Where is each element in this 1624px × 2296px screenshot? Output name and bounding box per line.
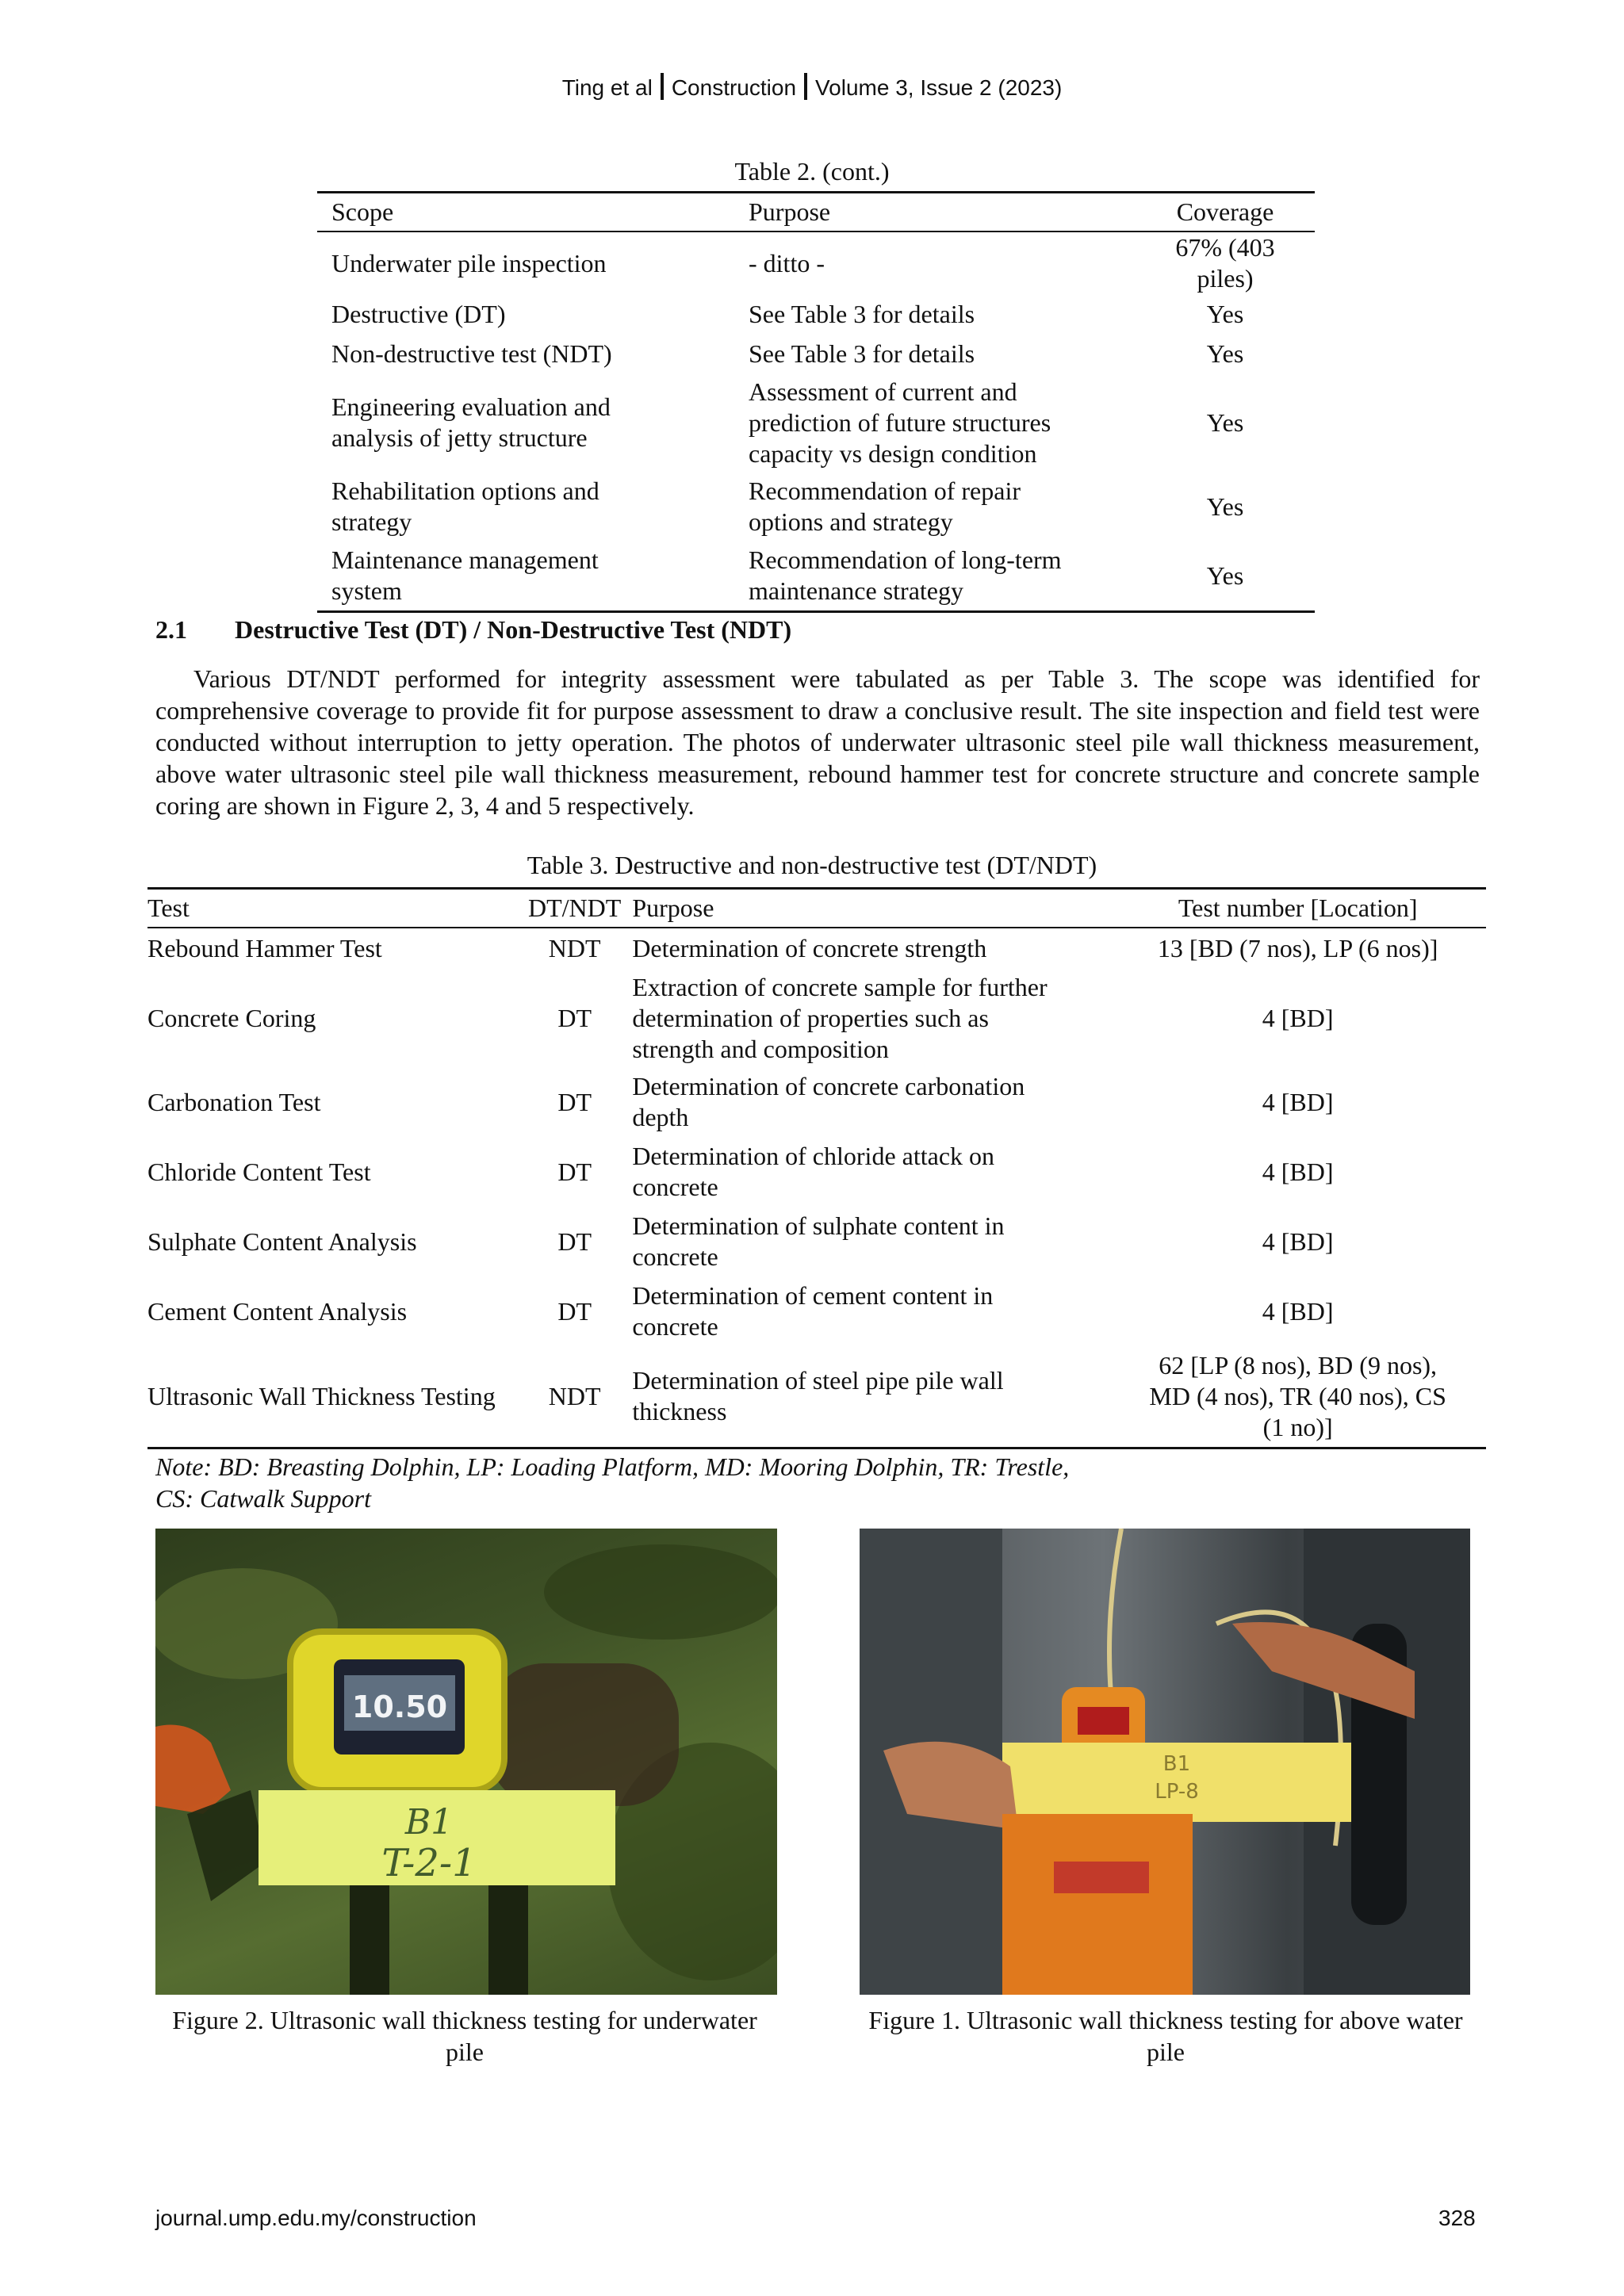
table2-cell-purpose [734, 232, 1136, 294]
table3-col-purpose: Purpose [621, 889, 1109, 928]
section-heading [155, 615, 791, 645]
body-paragraph: Various DT/NDT performed for integrity assessment were tabulated as per Table 3. The scope was identified for comprehensive coverage to provide fit for purpose assessment to draw a conclusive result. The site inspection and field test were conducted without interruption to jetty operation. The photos of underwater ultrasonic steel pile wall thickness measurement, above water ultrasonic steel pile wall thickness measurement, rebound hammer test for concrete structure and concrete sample coring are shown in Figure 2, 3, 4 and 5 respectively. [155, 664, 1480, 820]
section-title: Destructive Test (DT) / Non-Destructive Test (NDT) [235, 615, 792, 644]
table2-col-purpose: Purpose [734, 193, 1136, 232]
cell-line: See Table 3 for details [749, 339, 975, 368]
table3-cell-number [1109, 1137, 1486, 1207]
cell-line: Assessment of current and [749, 377, 1017, 406]
table3-cell-purpose [621, 1137, 1109, 1207]
table3-note [155, 1451, 1186, 1514]
table-row [147, 928, 1486, 969]
table3-cell-test: Chloride Content Test [147, 1157, 371, 1186]
header-authors: Ting et al [561, 75, 653, 100]
header-journal: Construction [671, 75, 797, 100]
table3-cell-purpose [621, 969, 1109, 1067]
table2-cell-scope [317, 373, 734, 472]
caption-line: pile [446, 2038, 484, 2066]
cell-line: 62 [LP (8 nos), BD (9 nos), [1159, 1350, 1438, 1380]
cell-line: Recommendation of repair [749, 476, 1021, 505]
diver-glove-left [155, 1725, 231, 1815]
cell-line: Determination of chloride attack on [632, 1142, 995, 1170]
table-row [147, 969, 1486, 1067]
table-row [317, 334, 1315, 373]
header-separator [804, 73, 807, 100]
cell-line: (1 no)] [1262, 1412, 1333, 1441]
cell-line: 4 [BD] [1262, 1226, 1334, 1256]
table3-cell-type: DT [557, 1087, 592, 1116]
cell-line: MD (4 nos), TR (40 nos), CS [1149, 1381, 1446, 1410]
table3-col-test: Test [147, 889, 528, 928]
tag-label-line1: B1 [404, 1802, 454, 1843]
section-number: 2.1 [155, 615, 187, 644]
cell-line: 4 [BD] [1262, 1003, 1334, 1032]
table2 [317, 191, 1315, 613]
table2-cell-coverage: Yes [1206, 339, 1244, 368]
above-water-scene [860, 1529, 1470, 1995]
table2-cell-scope [317, 472, 734, 541]
table2-caption: Table 2. (cont.) [734, 157, 890, 186]
table-row [147, 1067, 1486, 1137]
table3-cell-test: Rebound Hammer Test [147, 934, 382, 962]
table-row [147, 1346, 1486, 1448]
caption-line: Figure 1. Ultrasonic wall thickness testing for above water [868, 2006, 1463, 2034]
table3-cell-type: DT [557, 1226, 592, 1256]
table2-cell-coverage: Yes [1136, 541, 1315, 611]
table3 [147, 887, 1486, 1449]
corroded-pile [488, 1663, 679, 1806]
figure2-photo [155, 1529, 777, 1995]
table3-col-number: Test number [Location] [1109, 889, 1486, 928]
cell-line: Determination of steel pipe pile wall [632, 1366, 1004, 1395]
tag-label-line2: T-2-1 [381, 1841, 477, 1885]
cell-line: concrete [632, 1242, 718, 1271]
header-volume: Volume 3, Issue 2 (2023) [815, 75, 1063, 100]
table3-cell-number [1109, 1207, 1486, 1276]
table3-cell-number [1109, 1276, 1486, 1346]
table3-cell-type: DT [557, 1296, 592, 1326]
cell-line: 4 [BD] [1262, 1157, 1334, 1186]
footer-url[interactable]: journal.ump.edu.my/construction [155, 2206, 477, 2230]
table2-cell-coverage: 67% (403 piles) [1175, 233, 1275, 293]
cell-line: options and strategy [749, 507, 953, 536]
table3-cell-type: NDT [528, 1346, 621, 1448]
table3-cell-test: Cement Content Analysis [147, 1296, 408, 1326]
table2-cell-purpose [734, 472, 1136, 541]
table3-cell-purpose [621, 1346, 1109, 1448]
table3-cell-test: Sulphate Content Analysis [147, 1226, 417, 1256]
cell-line: Determination of concrete carbonation [632, 1072, 1025, 1100]
table2-cell-coverage: Yes [1206, 492, 1244, 521]
figure2-caption [147, 2004, 782, 2068]
table2-col-coverage: Coverage [1136, 193, 1315, 232]
table3-cell-purpose [621, 928, 1109, 969]
wrist-watch [1054, 1862, 1149, 1893]
cell-line: Determination of cement content in [632, 1281, 994, 1310]
table-row [317, 472, 1315, 541]
cell-line: Non-destructive test (NDT) [331, 339, 612, 368]
table3-header-row [147, 889, 1486, 928]
cell-line: system [331, 576, 402, 606]
cell-line: Determination of sulphate content in [632, 1211, 1005, 1240]
cell-line: concrete [632, 1312, 718, 1341]
table3-cell-test: Concrete Coring [147, 1003, 316, 1032]
gauge-reading: 10.50 [351, 1689, 448, 1724]
table-row [317, 232, 1315, 294]
cell-line: thickness [632, 1397, 727, 1426]
cell-line: Determination of concrete strength [632, 934, 987, 962]
cell-line: 4 [BD] [1262, 1087, 1334, 1116]
table2-cell-purpose [734, 373, 1136, 472]
table3-caption: Table 3. Destructive and non-destructive test (DT/NDT) [527, 851, 1097, 879]
table2-header-row [317, 193, 1315, 232]
cell-line: maintenance strategy [749, 576, 963, 606]
caption-line: pile [1147, 2038, 1185, 2066]
note-line: Note: BD: Breasting Dolphin, LP: Loading Platform, MD: Mooring Dolphin, TR: Trestle, [155, 1452, 1070, 1481]
table3-cell-test: Carbonation Test [147, 1087, 321, 1116]
table2-cell-scope [317, 334, 734, 373]
table-row [147, 1207, 1486, 1276]
table-row [147, 1137, 1486, 1207]
cell-line: prediction of future structures [749, 408, 1051, 437]
cell-line: Extraction of concrete sample for further [632, 972, 1048, 1001]
table-row [317, 541, 1315, 611]
cell-line: Rehabilitation options and [331, 476, 599, 505]
cell-line: depth [632, 1103, 689, 1131]
cell-line: strength and composition [632, 1034, 889, 1063]
cell-line: determination of properties such as [632, 1003, 989, 1032]
tag-label-line1: B1 [1162, 1752, 1191, 1776]
table2-cell-purpose [734, 334, 1136, 373]
running-header [0, 73, 1624, 101]
cell-line: concrete [632, 1173, 718, 1201]
tag-label-line2: LP-8 [1155, 1780, 1199, 1804]
cell-line: 13 [BD (7 nos), LP (6 nos)] [1157, 934, 1438, 962]
table2-cell-purpose [734, 294, 1136, 334]
table2-cell-scope [317, 294, 734, 334]
cell-line: - ditto - [749, 248, 825, 277]
table3-cell-number [1109, 1067, 1486, 1137]
cell-line: See Table 3 for details [749, 299, 975, 328]
table3-col-type: DT/NDT [528, 889, 621, 928]
cell-line: 4 [BD] [1262, 1296, 1334, 1326]
cell-line: Destructive (DT) [331, 299, 506, 328]
cell-line: analysis of jetty structure [331, 423, 588, 452]
table-row [317, 294, 1315, 334]
header-separator [661, 73, 664, 100]
cell-line: Engineering evaluation and [331, 392, 611, 421]
table3-cell-type: NDT [548, 934, 601, 962]
table3-cell-test: Ultrasonic Wall Thickness Testing [147, 1346, 528, 1448]
cell-line: Underwater pile inspection [331, 248, 607, 277]
table2-cell-coverage: Yes [1206, 408, 1244, 437]
table3-cell-type: DT [557, 1157, 592, 1186]
table-row [147, 1276, 1486, 1346]
caption-line: Figure 2. Ultrasonic wall thickness testing for underwater [172, 2006, 757, 2034]
figure1-caption [841, 2004, 1491, 2068]
table2-cell-scope [317, 232, 734, 294]
table2-cell-coverage: Yes [1206, 299, 1244, 328]
table3-cell-type: DT [557, 1003, 592, 1032]
figure1-photo [860, 1529, 1470, 1995]
cell-line: Recommendation of long-term [749, 545, 1062, 575]
orange-sleeve [1002, 1814, 1193, 1995]
table2-cell-purpose [734, 541, 1136, 611]
table2-cell-scope [317, 541, 734, 611]
cell-line: Maintenance management [331, 545, 599, 575]
note-line: CS: Catwalk Support [155, 1484, 372, 1513]
table3-cell-number [1109, 969, 1486, 1067]
table3-cell-number [1109, 928, 1486, 969]
underwater-scene [155, 1529, 777, 1995]
table3-cell-purpose [621, 1207, 1109, 1276]
table-row [317, 373, 1315, 472]
cell-line: capacity vs design condition [749, 438, 1037, 468]
page-number: 328 [1438, 2206, 1476, 2230]
table2-col-scope: Scope [317, 193, 734, 232]
table3-cell-number [1109, 1346, 1486, 1448]
table3-cell-purpose [621, 1276, 1109, 1346]
table3-cell-purpose [621, 1067, 1109, 1137]
cell-line: strategy [331, 507, 412, 536]
